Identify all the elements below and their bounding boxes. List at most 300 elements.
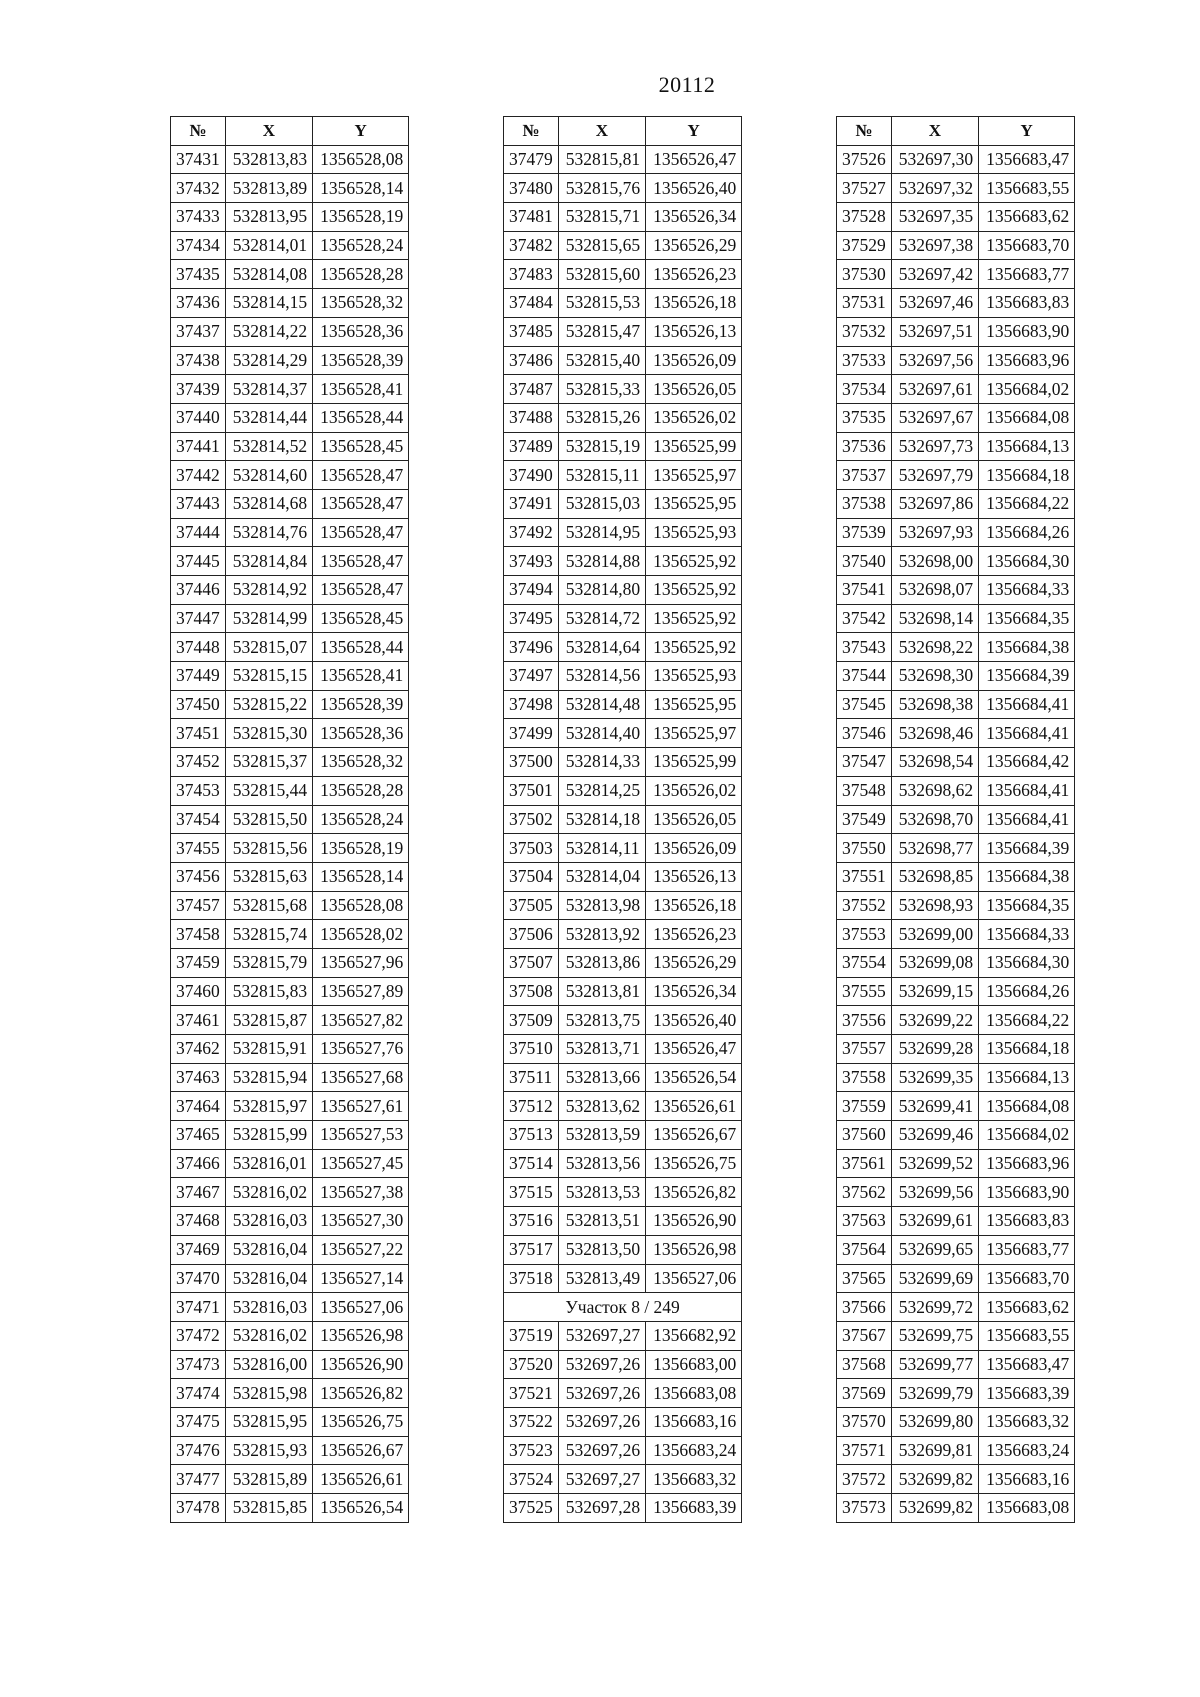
y-coordinate-cell: 1356527,53 — [313, 1121, 409, 1150]
point-number-cell: 37511 — [504, 1063, 559, 1092]
x-coordinate-cell: 532816,02 — [225, 1321, 312, 1350]
y-coordinate-cell: 1356528,08 — [313, 145, 409, 174]
header-y: Y — [646, 117, 742, 146]
point-number-cell: 37434 — [171, 231, 226, 260]
point-number-cell: 37508 — [504, 977, 559, 1006]
x-coordinate-cell: 532697,61 — [891, 375, 978, 404]
point-number-cell: 37461 — [171, 1006, 226, 1035]
y-coordinate-cell: 1356683,16 — [646, 1407, 742, 1436]
table-row — [171, 1207, 409, 1236]
table-row — [837, 662, 1075, 691]
point-number-cell: 37501 — [504, 776, 559, 805]
y-coordinate-cell: 1356526,34 — [646, 977, 742, 1006]
x-coordinate-cell: 532698,14 — [891, 604, 978, 633]
table-row — [837, 1350, 1075, 1379]
x-coordinate-cell: 532699,72 — [891, 1293, 978, 1322]
table-row — [837, 1121, 1075, 1150]
point-number-cell: 37459 — [171, 948, 226, 977]
x-coordinate-cell: 532699,82 — [891, 1494, 978, 1523]
point-number-cell: 37492 — [504, 518, 559, 547]
table-row — [504, 203, 742, 232]
x-coordinate-cell: 532699,22 — [891, 1006, 978, 1035]
point-number-cell: 37531 — [837, 289, 892, 318]
point-number-cell: 37521 — [504, 1379, 559, 1408]
point-number-cell: 37435 — [171, 260, 226, 289]
x-coordinate-cell: 532814,48 — [558, 690, 645, 719]
point-number-cell: 37502 — [504, 805, 559, 834]
table-row — [171, 489, 409, 518]
y-coordinate-cell: 1356525,92 — [646, 576, 742, 605]
table-row — [837, 174, 1075, 203]
x-coordinate-cell: 532813,66 — [558, 1063, 645, 1092]
x-coordinate-cell: 532815,93 — [225, 1436, 312, 1465]
x-coordinate-cell: 532697,73 — [891, 432, 978, 461]
x-coordinate-cell: 532816,00 — [225, 1350, 312, 1379]
y-coordinate-cell: 1356684,18 — [979, 461, 1075, 490]
point-number-cell: 37553 — [837, 920, 892, 949]
point-number-cell: 37473 — [171, 1350, 226, 1379]
table-row — [171, 346, 409, 375]
x-coordinate-cell: 532814,22 — [225, 317, 312, 346]
point-number-cell: 37540 — [837, 547, 892, 576]
point-number-cell: 37571 — [837, 1436, 892, 1465]
x-coordinate-cell: 532813,83 — [225, 145, 312, 174]
y-coordinate-cell: 1356525,93 — [646, 662, 742, 691]
y-coordinate-cell: 1356525,95 — [646, 690, 742, 719]
header-num: № — [171, 117, 226, 146]
section-row — [504, 1293, 742, 1322]
point-number-cell: 37497 — [504, 662, 559, 691]
point-number-cell: 37465 — [171, 1121, 226, 1150]
x-coordinate-cell: 532699,82 — [891, 1465, 978, 1494]
table-row — [837, 1235, 1075, 1264]
x-coordinate-cell: 532814,84 — [225, 547, 312, 576]
x-coordinate-cell: 532813,59 — [558, 1121, 645, 1150]
x-coordinate-cell: 532816,04 — [225, 1264, 312, 1293]
table-row — [837, 1436, 1075, 1465]
y-coordinate-cell: 1356526,75 — [646, 1149, 742, 1178]
x-coordinate-cell: 532814,80 — [558, 576, 645, 605]
table-row — [837, 1178, 1075, 1207]
table-row — [171, 1321, 409, 1350]
table-row — [171, 260, 409, 289]
x-coordinate-cell: 532698,93 — [891, 891, 978, 920]
coordinates-table-3 — [836, 116, 1075, 1523]
x-coordinate-cell: 532816,02 — [225, 1178, 312, 1207]
table-row — [504, 432, 742, 461]
y-coordinate-cell: 1356528,14 — [313, 174, 409, 203]
x-coordinate-cell: 532813,62 — [558, 1092, 645, 1121]
y-coordinate-cell: 1356684,33 — [979, 920, 1075, 949]
table-row — [171, 1494, 409, 1523]
table-row — [171, 1092, 409, 1121]
table-row — [837, 1321, 1075, 1350]
point-number-cell: 37437 — [171, 317, 226, 346]
x-coordinate-cell: 532814,29 — [225, 346, 312, 375]
point-number-cell: 37507 — [504, 948, 559, 977]
point-number-cell: 37468 — [171, 1207, 226, 1236]
y-coordinate-cell: 1356684,41 — [979, 776, 1075, 805]
point-number-cell: 37464 — [171, 1092, 226, 1121]
point-number-cell: 37486 — [504, 346, 559, 375]
table-row — [504, 174, 742, 203]
table-row — [837, 547, 1075, 576]
x-coordinate-cell: 532813,89 — [225, 174, 312, 203]
y-coordinate-cell: 1356683,47 — [979, 1350, 1075, 1379]
point-number-cell: 37559 — [837, 1092, 892, 1121]
point-number-cell: 37523 — [504, 1436, 559, 1465]
y-coordinate-cell: 1356683,96 — [979, 1149, 1075, 1178]
y-coordinate-cell: 1356527,38 — [313, 1178, 409, 1207]
x-coordinate-cell: 532815,37 — [225, 748, 312, 777]
y-coordinate-cell: 1356526,40 — [646, 1006, 742, 1035]
x-coordinate-cell: 532697,51 — [891, 317, 978, 346]
x-coordinate-cell: 532813,98 — [558, 891, 645, 920]
y-coordinate-cell: 1356528,45 — [313, 432, 409, 461]
point-number-cell: 37494 — [504, 576, 559, 605]
x-coordinate-cell: 532815,33 — [558, 375, 645, 404]
table-row — [171, 1465, 409, 1494]
point-number-cell: 37496 — [504, 633, 559, 662]
x-coordinate-cell: 532815,50 — [225, 805, 312, 834]
y-coordinate-cell: 1356526,47 — [646, 145, 742, 174]
point-number-cell: 37431 — [171, 145, 226, 174]
x-coordinate-cell: 532813,53 — [558, 1178, 645, 1207]
table-row — [171, 690, 409, 719]
table-row — [837, 403, 1075, 432]
point-number-cell: 37444 — [171, 518, 226, 547]
x-coordinate-cell: 532815,03 — [558, 489, 645, 518]
point-number-cell: 37510 — [504, 1035, 559, 1064]
table-row — [171, 891, 409, 920]
point-number-cell: 37477 — [171, 1465, 226, 1494]
x-coordinate-cell: 532814,18 — [558, 805, 645, 834]
y-coordinate-cell: 1356526,54 — [313, 1494, 409, 1523]
y-coordinate-cell: 1356683,55 — [979, 174, 1075, 203]
table-row — [504, 1121, 742, 1150]
y-coordinate-cell: 1356684,41 — [979, 690, 1075, 719]
table-row — [171, 1436, 409, 1465]
table-row — [837, 862, 1075, 891]
x-coordinate-cell: 532814,11 — [558, 834, 645, 863]
table-row — [504, 1350, 742, 1379]
y-coordinate-cell: 1356526,90 — [646, 1207, 742, 1236]
y-coordinate-cell: 1356526,18 — [646, 289, 742, 318]
y-coordinate-cell: 1356683,83 — [979, 1207, 1075, 1236]
y-coordinate-cell: 1356528,19 — [313, 203, 409, 232]
point-number-cell: 37504 — [504, 862, 559, 891]
y-coordinate-cell: 1356528,47 — [313, 489, 409, 518]
point-number-cell: 37573 — [837, 1494, 892, 1523]
y-coordinate-cell: 1356684,38 — [979, 633, 1075, 662]
y-coordinate-cell: 1356527,82 — [313, 1006, 409, 1035]
x-coordinate-cell: 532815,71 — [558, 203, 645, 232]
table-row — [504, 1436, 742, 1465]
point-number-cell: 37560 — [837, 1121, 892, 1150]
y-coordinate-cell: 1356526,54 — [646, 1063, 742, 1092]
x-coordinate-cell: 532814,64 — [558, 633, 645, 662]
point-number-cell: 37570 — [837, 1407, 892, 1436]
y-coordinate-cell: 1356684,26 — [979, 977, 1075, 1006]
point-number-cell: 37462 — [171, 1035, 226, 1064]
y-coordinate-cell: 1356684,41 — [979, 719, 1075, 748]
x-coordinate-cell: 532698,46 — [891, 719, 978, 748]
x-coordinate-cell: 532813,95 — [225, 203, 312, 232]
table-row — [504, 260, 742, 289]
point-number-cell: 37554 — [837, 948, 892, 977]
table-row — [171, 518, 409, 547]
y-coordinate-cell: 1356528,47 — [313, 518, 409, 547]
x-coordinate-cell: 532697,46 — [891, 289, 978, 318]
point-number-cell: 37568 — [837, 1350, 892, 1379]
table-row — [171, 317, 409, 346]
x-coordinate-cell: 532814,72 — [558, 604, 645, 633]
point-number-cell: 37517 — [504, 1235, 559, 1264]
table-row — [171, 604, 409, 633]
y-coordinate-cell: 1356684,42 — [979, 748, 1075, 777]
table-row — [171, 834, 409, 863]
table-row — [837, 289, 1075, 318]
y-coordinate-cell: 1356525,97 — [646, 719, 742, 748]
y-coordinate-cell: 1356528,02 — [313, 920, 409, 949]
point-number-cell: 37490 — [504, 461, 559, 490]
point-number-cell: 37503 — [504, 834, 559, 863]
x-coordinate-cell: 532698,54 — [891, 748, 978, 777]
table-row — [171, 719, 409, 748]
table-row — [837, 948, 1075, 977]
table-row — [504, 547, 742, 576]
y-coordinate-cell: 1356683,39 — [979, 1379, 1075, 1408]
x-coordinate-cell: 532816,03 — [225, 1293, 312, 1322]
table-row — [837, 260, 1075, 289]
x-coordinate-cell: 532699,69 — [891, 1264, 978, 1293]
point-number-cell: 37566 — [837, 1293, 892, 1322]
point-number-cell: 37478 — [171, 1494, 226, 1523]
y-coordinate-cell: 1356684,39 — [979, 662, 1075, 691]
x-coordinate-cell: 532697,86 — [891, 489, 978, 518]
header-x: X — [225, 117, 312, 146]
y-coordinate-cell: 1356682,92 — [646, 1321, 742, 1350]
x-coordinate-cell: 532814,44 — [225, 403, 312, 432]
point-number-cell: 37544 — [837, 662, 892, 691]
table-header-row — [504, 117, 742, 146]
x-coordinate-cell: 532698,38 — [891, 690, 978, 719]
y-coordinate-cell: 1356684,30 — [979, 948, 1075, 977]
point-number-cell: 37455 — [171, 834, 226, 863]
y-coordinate-cell: 1356683,96 — [979, 346, 1075, 375]
y-coordinate-cell: 1356526,47 — [646, 1035, 742, 1064]
table-row — [171, 1379, 409, 1408]
x-coordinate-cell: 532816,04 — [225, 1235, 312, 1264]
y-coordinate-cell: 1356528,28 — [313, 260, 409, 289]
x-coordinate-cell: 532699,35 — [891, 1063, 978, 1092]
y-coordinate-cell: 1356526,82 — [313, 1379, 409, 1408]
y-coordinate-cell: 1356526,09 — [646, 834, 742, 863]
point-number-cell: 37488 — [504, 403, 559, 432]
table-row — [837, 1264, 1075, 1293]
point-number-cell: 37538 — [837, 489, 892, 518]
point-number-cell: 37505 — [504, 891, 559, 920]
y-coordinate-cell: 1356683,08 — [979, 1494, 1075, 1523]
x-coordinate-cell: 532813,51 — [558, 1207, 645, 1236]
table-row — [837, 1465, 1075, 1494]
x-coordinate-cell: 532697,27 — [558, 1321, 645, 1350]
y-coordinate-cell: 1356684,08 — [979, 403, 1075, 432]
point-number-cell: 37460 — [171, 977, 226, 1006]
point-number-cell: 37516 — [504, 1207, 559, 1236]
point-number-cell: 37454 — [171, 805, 226, 834]
point-number-cell: 37471 — [171, 1293, 226, 1322]
y-coordinate-cell: 1356528,44 — [313, 633, 409, 662]
table-row — [171, 948, 409, 977]
table-row — [504, 862, 742, 891]
x-coordinate-cell: 532815,65 — [558, 231, 645, 260]
y-coordinate-cell: 1356526,34 — [646, 203, 742, 232]
point-number-cell: 37545 — [837, 690, 892, 719]
x-coordinate-cell: 532697,26 — [558, 1436, 645, 1465]
x-coordinate-cell: 532698,70 — [891, 805, 978, 834]
point-number-cell: 37541 — [837, 576, 892, 605]
x-coordinate-cell: 532814,33 — [558, 748, 645, 777]
table-row — [837, 461, 1075, 490]
x-coordinate-cell: 532815,76 — [558, 174, 645, 203]
x-coordinate-cell: 532815,56 — [225, 834, 312, 863]
point-number-cell: 37548 — [837, 776, 892, 805]
table-row — [171, 375, 409, 404]
table-row — [504, 1264, 742, 1293]
x-coordinate-cell: 532815,87 — [225, 1006, 312, 1035]
point-number-cell: 37469 — [171, 1235, 226, 1264]
x-coordinate-cell: 532815,94 — [225, 1063, 312, 1092]
coordinates-table-2 — [503, 116, 742, 1523]
point-number-cell: 37438 — [171, 346, 226, 375]
table-row — [837, 604, 1075, 633]
table-row — [171, 633, 409, 662]
point-number-cell: 37547 — [837, 748, 892, 777]
x-coordinate-cell: 532815,68 — [225, 891, 312, 920]
x-coordinate-cell: 532814,08 — [225, 260, 312, 289]
table-row — [171, 1293, 409, 1322]
point-number-cell: 37472 — [171, 1321, 226, 1350]
point-number-cell: 37489 — [504, 432, 559, 461]
x-coordinate-cell: 532814,56 — [558, 662, 645, 691]
table-row — [504, 662, 742, 691]
table-row — [504, 1494, 742, 1523]
point-number-cell: 37509 — [504, 1006, 559, 1035]
table-row — [504, 1235, 742, 1264]
header-y: Y — [979, 117, 1075, 146]
x-coordinate-cell: 532815,07 — [225, 633, 312, 662]
table-row — [171, 1178, 409, 1207]
y-coordinate-cell: 1356683,62 — [979, 1293, 1075, 1322]
x-coordinate-cell: 532814,01 — [225, 231, 312, 260]
point-number-cell: 37530 — [837, 260, 892, 289]
y-coordinate-cell: 1356684,41 — [979, 805, 1075, 834]
y-coordinate-cell: 1356528,47 — [313, 547, 409, 576]
table-row — [504, 1178, 742, 1207]
point-number-cell: 37518 — [504, 1264, 559, 1293]
y-coordinate-cell: 1356527,14 — [313, 1264, 409, 1293]
x-coordinate-cell: 532813,49 — [558, 1264, 645, 1293]
y-coordinate-cell: 1356528,32 — [313, 748, 409, 777]
point-number-cell: 37572 — [837, 1465, 892, 1494]
table-header-row — [837, 117, 1075, 146]
point-number-cell: 37529 — [837, 231, 892, 260]
y-coordinate-cell: 1356526,75 — [313, 1407, 409, 1436]
x-coordinate-cell: 532699,00 — [891, 920, 978, 949]
table-row — [171, 1063, 409, 1092]
point-number-cell: 37456 — [171, 862, 226, 891]
y-coordinate-cell: 1356528,24 — [313, 805, 409, 834]
y-coordinate-cell: 1356528,41 — [313, 662, 409, 691]
y-coordinate-cell: 1356683,32 — [646, 1465, 742, 1494]
point-number-cell: 37470 — [171, 1264, 226, 1293]
x-coordinate-cell: 532814,92 — [225, 576, 312, 605]
x-coordinate-cell: 532697,32 — [891, 174, 978, 203]
header-y: Y — [313, 117, 409, 146]
x-coordinate-cell: 532816,01 — [225, 1149, 312, 1178]
point-number-cell: 37520 — [504, 1350, 559, 1379]
x-coordinate-cell: 532815,79 — [225, 948, 312, 977]
table-row — [171, 576, 409, 605]
y-coordinate-cell: 1356526,18 — [646, 891, 742, 920]
x-coordinate-cell: 532814,04 — [558, 862, 645, 891]
x-coordinate-cell: 532699,61 — [891, 1207, 978, 1236]
table-row — [504, 748, 742, 777]
y-coordinate-cell: 1356528,32 — [313, 289, 409, 318]
point-number-cell: 37556 — [837, 1006, 892, 1035]
y-coordinate-cell: 1356526,98 — [646, 1235, 742, 1264]
y-coordinate-cell: 1356684,02 — [979, 1121, 1075, 1150]
x-coordinate-cell: 532697,26 — [558, 1379, 645, 1408]
y-coordinate-cell: 1356684,35 — [979, 891, 1075, 920]
point-number-cell: 37569 — [837, 1379, 892, 1408]
table-row — [171, 1407, 409, 1436]
point-number-cell: 37457 — [171, 891, 226, 920]
y-coordinate-cell: 1356683,24 — [646, 1436, 742, 1465]
y-coordinate-cell: 1356528,39 — [313, 346, 409, 375]
table-row — [837, 576, 1075, 605]
x-coordinate-cell: 532815,53 — [558, 289, 645, 318]
y-coordinate-cell: 1356525,97 — [646, 461, 742, 490]
point-number-cell: 37441 — [171, 432, 226, 461]
x-coordinate-cell: 532699,52 — [891, 1149, 978, 1178]
table-row — [171, 145, 409, 174]
x-coordinate-cell: 532815,91 — [225, 1035, 312, 1064]
x-coordinate-cell: 532814,76 — [225, 518, 312, 547]
y-coordinate-cell: 1356526,09 — [646, 346, 742, 375]
x-coordinate-cell: 532699,08 — [891, 948, 978, 977]
x-coordinate-cell: 532815,74 — [225, 920, 312, 949]
table-row — [504, 289, 742, 318]
y-coordinate-cell: 1356525,99 — [646, 748, 742, 777]
point-number-cell: 37498 — [504, 690, 559, 719]
point-number-cell: 37448 — [171, 633, 226, 662]
x-coordinate-cell: 532815,40 — [558, 346, 645, 375]
y-coordinate-cell: 1356526,90 — [313, 1350, 409, 1379]
x-coordinate-cell: 532697,79 — [891, 461, 978, 490]
point-number-cell: 37475 — [171, 1407, 226, 1436]
x-coordinate-cell: 532697,93 — [891, 518, 978, 547]
table-row — [171, 805, 409, 834]
point-number-cell: 37493 — [504, 547, 559, 576]
point-number-cell: 37527 — [837, 174, 892, 203]
x-coordinate-cell: 532813,75 — [558, 1006, 645, 1035]
header-num: № — [837, 117, 892, 146]
y-coordinate-cell: 1356683,47 — [979, 145, 1075, 174]
table-row — [504, 375, 742, 404]
table-row — [504, 719, 742, 748]
